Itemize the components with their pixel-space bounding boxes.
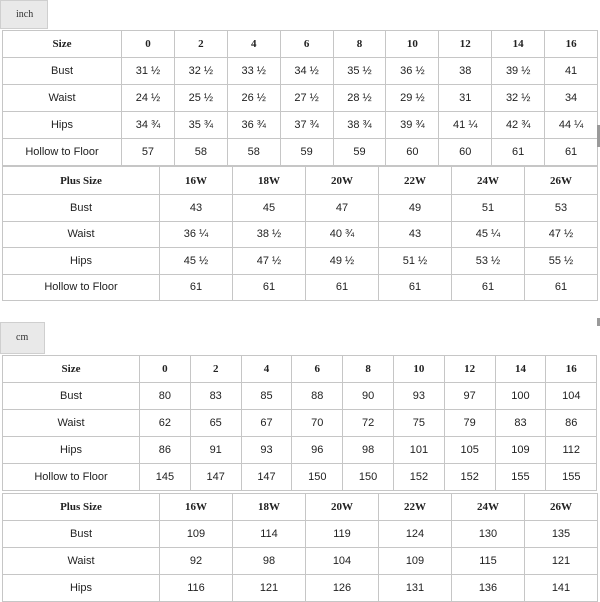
size-header-cell: 14 xyxy=(492,31,545,58)
measurement-value-cell: 38 ½ xyxy=(233,221,306,248)
measurement-value-cell: 91 xyxy=(190,437,241,464)
measurement-value-cell: 75 xyxy=(393,410,444,437)
measurement-label-cell: Bust xyxy=(3,383,140,410)
measurement-value-cell: 60 xyxy=(439,139,492,166)
header-row xyxy=(3,31,598,58)
header-label-cell: Size xyxy=(3,31,122,58)
measurement-value-cell: 26 ½ xyxy=(227,85,280,112)
measurement-value-cell: 104 xyxy=(306,548,379,575)
measurement-value-cell: 38 ¾ xyxy=(333,112,386,139)
measurement-value-cell: 88 xyxy=(292,383,343,410)
size-header-cell: 12 xyxy=(439,31,492,58)
size-header-cell: 10 xyxy=(386,31,439,58)
measurement-value-cell: 39 ½ xyxy=(492,58,545,85)
measurement-value-cell: 93 xyxy=(393,383,444,410)
measurement-value-cell: 43 xyxy=(160,195,233,222)
measurement-value-cell: 150 xyxy=(343,464,394,491)
measurement-value-cell: 147 xyxy=(190,464,241,491)
measurement-value-cell: 65 xyxy=(190,410,241,437)
measurement-value-cell: 24 ½ xyxy=(122,85,175,112)
measurement-value-cell: 131 xyxy=(379,575,452,602)
measurement-value-cell: 43 xyxy=(379,221,452,248)
measurement-label-cell: Bust xyxy=(3,521,160,548)
size-header-cell: 24W xyxy=(452,494,525,521)
header-row xyxy=(3,356,597,383)
measurement-value-cell: 28 ½ xyxy=(333,85,386,112)
measurement-value-cell: 114 xyxy=(233,521,306,548)
size-header-cell: 16W xyxy=(160,494,233,521)
table-row xyxy=(3,575,598,602)
measurement-value-cell: 45 ¼ xyxy=(452,221,525,248)
measurement-value-cell: 130 xyxy=(452,521,525,548)
measurement-value-cell: 55 ½ xyxy=(525,248,598,275)
measurement-value-cell: 90 xyxy=(343,383,394,410)
measurement-value-cell: 35 ¾ xyxy=(174,112,227,139)
measurement-value-cell: 80 xyxy=(140,383,191,410)
table-row xyxy=(3,58,598,85)
measurement-value-cell: 70 xyxy=(292,410,343,437)
table-row xyxy=(3,410,597,437)
measurement-value-cell: 31 ½ xyxy=(122,58,175,85)
measurement-value-cell: 61 xyxy=(233,274,306,301)
size-header-cell: 16W xyxy=(160,167,233,195)
header-row xyxy=(3,494,598,521)
measurement-value-cell: 29 ½ xyxy=(386,85,439,112)
measurement-label-cell: Hollow to Floor xyxy=(3,274,160,301)
measurement-value-cell: 150 xyxy=(292,464,343,491)
table-row xyxy=(3,139,598,166)
measurement-value-cell: 152 xyxy=(444,464,495,491)
measurement-value-cell: 121 xyxy=(525,548,598,575)
measurement-value-cell: 152 xyxy=(393,464,444,491)
measurement-value-cell: 41 xyxy=(545,58,598,85)
size-header-cell: 18W xyxy=(233,494,306,521)
header-label-cell: Size xyxy=(3,356,140,383)
measurement-value-cell: 45 ½ xyxy=(160,248,233,275)
measurement-value-cell: 141 xyxy=(525,575,598,602)
measurement-value-cell: 109 xyxy=(379,548,452,575)
measurement-value-cell: 98 xyxy=(233,548,306,575)
measurement-value-cell: 32 ½ xyxy=(174,58,227,85)
measurement-value-cell: 136 xyxy=(452,575,525,602)
measurement-value-cell: 86 xyxy=(140,437,191,464)
inch-regular-size-table xyxy=(2,30,598,166)
size-header-cell: 0 xyxy=(122,31,175,58)
table-row xyxy=(3,274,598,301)
size-header-cell: 18W xyxy=(233,167,306,195)
table-row xyxy=(3,85,598,112)
measurement-value-cell: 112 xyxy=(546,437,597,464)
measurement-value-cell: 25 ½ xyxy=(174,85,227,112)
table-row xyxy=(3,383,597,410)
measurement-value-cell: 45 xyxy=(233,195,306,222)
measurement-value-cell: 44 ¼ xyxy=(545,112,598,139)
measurement-value-cell: 47 xyxy=(306,195,379,222)
measurement-value-cell: 53 xyxy=(525,195,598,222)
measurement-value-cell: 51 ½ xyxy=(379,248,452,275)
measurement-label-cell: Waist xyxy=(3,85,122,112)
measurement-value-cell: 59 xyxy=(280,139,333,166)
size-header-cell: 26W xyxy=(525,167,598,195)
measurement-label-cell: Bust xyxy=(3,195,160,222)
measurement-value-cell: 79 xyxy=(444,410,495,437)
measurement-label-cell: Hips xyxy=(3,437,140,464)
measurement-value-cell: 36 ½ xyxy=(386,58,439,85)
measurement-value-cell: 51 xyxy=(452,195,525,222)
table-row xyxy=(3,195,598,222)
measurement-value-cell: 36 ¼ xyxy=(160,221,233,248)
measurement-value-cell: 35 ½ xyxy=(333,58,386,85)
size-header-cell: 8 xyxy=(333,31,386,58)
measurement-value-cell: 61 xyxy=(525,274,598,301)
size-header-cell: 0 xyxy=(140,356,191,383)
measurement-value-cell: 49 xyxy=(379,195,452,222)
header-label-cell: Plus Size xyxy=(3,494,160,521)
inch-tab-label: inch xyxy=(16,9,34,20)
measurement-value-cell: 83 xyxy=(190,383,241,410)
table-row xyxy=(3,521,598,548)
cm-unit-tab xyxy=(0,322,45,354)
measurement-label-cell: Waist xyxy=(3,410,140,437)
header-label-cell: Plus Size xyxy=(3,167,160,195)
measurement-value-cell: 61 xyxy=(379,274,452,301)
size-header-cell: 16 xyxy=(546,356,597,383)
measurement-value-cell: 34 ½ xyxy=(280,58,333,85)
measurement-value-cell: 147 xyxy=(241,464,292,491)
measurement-value-cell: 85 xyxy=(241,383,292,410)
table-row xyxy=(3,221,598,248)
measurement-value-cell: 83 xyxy=(495,410,546,437)
header-row xyxy=(3,167,598,195)
measurement-value-cell: 109 xyxy=(495,437,546,464)
measurement-value-cell: 86 xyxy=(546,410,597,437)
size-header-cell: 6 xyxy=(280,31,333,58)
size-header-cell: 20W xyxy=(306,167,379,195)
measurement-value-cell: 119 xyxy=(306,521,379,548)
measurement-label-cell: Hips xyxy=(3,112,122,139)
table-row xyxy=(3,248,598,275)
measurement-value-cell: 37 ¾ xyxy=(280,112,333,139)
cm-plus-size-table xyxy=(2,493,598,602)
measurement-value-cell: 36 ¾ xyxy=(227,112,280,139)
measurement-value-cell: 57 xyxy=(122,139,175,166)
measurement-value-cell: 104 xyxy=(546,383,597,410)
size-header-cell: 26W xyxy=(525,494,598,521)
measurement-value-cell: 155 xyxy=(495,464,546,491)
measurement-value-cell: 100 xyxy=(495,383,546,410)
size-header-cell: 24W xyxy=(452,167,525,195)
measurement-value-cell: 115 xyxy=(452,548,525,575)
measurement-value-cell: 116 xyxy=(160,575,233,602)
measurement-value-cell: 60 xyxy=(386,139,439,166)
measurement-value-cell: 61 xyxy=(545,139,598,166)
size-header-cell: 10 xyxy=(393,356,444,383)
measurement-value-cell: 135 xyxy=(525,521,598,548)
measurement-value-cell: 33 ½ xyxy=(227,58,280,85)
table-row xyxy=(3,437,597,464)
size-header-cell: 22W xyxy=(379,167,452,195)
size-header-cell: 12 xyxy=(444,356,495,383)
measurement-value-cell: 61 xyxy=(492,139,545,166)
measurement-value-cell: 58 xyxy=(227,139,280,166)
table-row xyxy=(3,548,598,575)
measurement-label-cell: Hollow to Floor xyxy=(3,139,122,166)
size-header-cell: 6 xyxy=(292,356,343,383)
measurement-value-cell: 61 xyxy=(160,274,233,301)
size-header-cell: 8 xyxy=(343,356,394,383)
size-header-cell: 20W xyxy=(306,494,379,521)
measurement-value-cell: 38 xyxy=(439,58,492,85)
measurement-label-cell: Bust xyxy=(3,58,122,85)
measurement-value-cell: 34 ¾ xyxy=(122,112,175,139)
measurement-value-cell: 105 xyxy=(444,437,495,464)
measurement-value-cell: 53 ½ xyxy=(452,248,525,275)
measurement-value-cell: 47 ½ xyxy=(525,221,598,248)
measurement-value-cell: 62 xyxy=(140,410,191,437)
measurement-value-cell: 98 xyxy=(343,437,394,464)
measurement-label-cell: Hips xyxy=(3,248,160,275)
measurement-value-cell: 59 xyxy=(333,139,386,166)
measurement-label-cell: Waist xyxy=(3,221,160,248)
measurement-label-cell: Hollow to Floor xyxy=(3,464,140,491)
measurement-value-cell: 93 xyxy=(241,437,292,464)
measurement-value-cell: 155 xyxy=(546,464,597,491)
measurement-value-cell: 61 xyxy=(306,274,379,301)
table-row xyxy=(3,464,597,491)
measurement-value-cell: 124 xyxy=(379,521,452,548)
measurement-value-cell: 42 ¾ xyxy=(492,112,545,139)
size-header-cell: 2 xyxy=(190,356,241,383)
measurement-value-cell: 32 ½ xyxy=(492,85,545,112)
measurement-value-cell: 49 ½ xyxy=(306,248,379,275)
measurement-value-cell: 96 xyxy=(292,437,343,464)
measurement-value-cell: 40 ¾ xyxy=(306,221,379,248)
measurement-value-cell: 72 xyxy=(343,410,394,437)
size-header-cell: 4 xyxy=(227,31,280,58)
measurement-value-cell: 31 xyxy=(439,85,492,112)
measurement-value-cell: 101 xyxy=(393,437,444,464)
measurement-value-cell: 121 xyxy=(233,575,306,602)
measurement-value-cell: 39 ¾ xyxy=(386,112,439,139)
size-header-cell: 14 xyxy=(495,356,546,383)
table-row xyxy=(3,112,598,139)
measurement-value-cell: 58 xyxy=(174,139,227,166)
cm-tab-label: cm xyxy=(16,332,29,343)
measurement-value-cell: 34 xyxy=(545,85,598,112)
measurement-label-cell: Waist xyxy=(3,548,160,575)
measurement-value-cell: 67 xyxy=(241,410,292,437)
inch-unit-tab xyxy=(0,0,48,29)
size-header-cell: 22W xyxy=(379,494,452,521)
size-header-cell: 4 xyxy=(241,356,292,383)
size-header-cell: 16 xyxy=(545,31,598,58)
measurement-value-cell: 145 xyxy=(140,464,191,491)
measurement-value-cell: 97 xyxy=(444,383,495,410)
measurement-value-cell: 61 xyxy=(452,274,525,301)
measurement-value-cell: 92 xyxy=(160,548,233,575)
size-header-cell: 2 xyxy=(174,31,227,58)
cm-regular-size-table xyxy=(2,355,597,491)
measurement-label-cell: Hips xyxy=(3,575,160,602)
measurement-value-cell: 47 ½ xyxy=(233,248,306,275)
inch-plus-size-table xyxy=(2,166,598,301)
measurement-value-cell: 109 xyxy=(160,521,233,548)
measurement-value-cell: 41 ¼ xyxy=(439,112,492,139)
measurement-value-cell: 27 ½ xyxy=(280,85,333,112)
measurement-value-cell: 126 xyxy=(306,575,379,602)
